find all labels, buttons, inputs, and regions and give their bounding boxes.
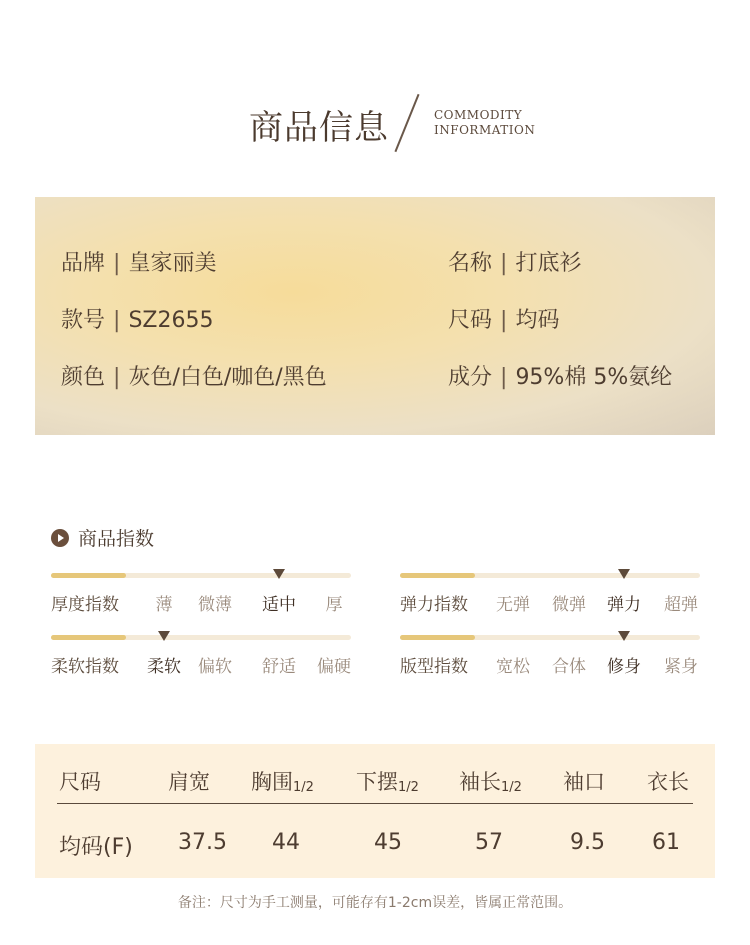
header-sub: 1/2 <box>293 780 314 795</box>
index-title-text: 商品指数 <box>78 528 155 550</box>
table-cell-shoulder: 37.5 <box>178 830 227 855</box>
page-title-english <box>434 108 535 138</box>
header-text: 胸围 <box>251 770 293 794</box>
table-header-chest <box>251 766 314 796</box>
info-separator: | <box>500 308 508 333</box>
meter-option: 宽松 <box>496 657 530 677</box>
meter-option: 偏软 <box>198 657 232 677</box>
meter-softness <box>51 631 351 677</box>
table-header-cuff <box>563 766 605 796</box>
meter-fill <box>400 573 475 578</box>
table-header-sleeve <box>459 766 522 796</box>
meter-option: 无弹 <box>496 595 530 615</box>
meter-option: 偏硬 <box>317 657 351 677</box>
header-text: 衣长 <box>647 770 689 794</box>
info-color <box>61 360 327 391</box>
meter-option: 舒适 <box>262 657 296 677</box>
info-name <box>448 246 581 277</box>
info-separator: | <box>113 308 121 333</box>
meter-elasticity <box>400 569 700 615</box>
size-table <box>35 744 715 878</box>
info-label: 品牌 <box>61 251 106 276</box>
title-en-line1: COMMODITY <box>434 108 523 122</box>
meter-marker-icon <box>618 569 630 579</box>
header-text: 尺码 <box>59 770 101 794</box>
meter-thickness <box>51 569 351 615</box>
page-title: 商品信息 <box>249 108 389 148</box>
play-icon <box>51 529 69 547</box>
meter-option: 修身 <box>607 657 641 677</box>
table-header-shoulder <box>168 766 210 796</box>
index-section-title <box>51 524 154 550</box>
meter-label: 柔软指数 <box>51 657 119 677</box>
info-value: 打底衫 <box>515 251 582 276</box>
table-cell-size: 均码(F) <box>59 835 133 860</box>
meter-option: 合体 <box>552 657 586 677</box>
table-cell-sleeve: 57 <box>475 830 503 855</box>
info-separator: | <box>500 251 508 276</box>
meter-fit <box>400 631 700 677</box>
meter-fill <box>400 635 475 640</box>
header-text: 肩宽 <box>168 770 210 794</box>
table-cell-chest: 44 <box>272 830 300 855</box>
title-divider <box>394 94 419 152</box>
meter-option: 微弹 <box>552 595 586 615</box>
info-label: 款号 <box>61 308 106 333</box>
info-label: 名称 <box>448 251 493 276</box>
table-divider <box>57 803 693 804</box>
meter-label: 厚度指数 <box>51 595 119 615</box>
header-text: 袖长 <box>459 770 501 794</box>
meter-option: 微薄 <box>198 595 232 615</box>
header-sub: 1/2 <box>398 780 419 795</box>
info-label: 颜色 <box>61 365 106 390</box>
meter-option: 薄 <box>155 595 173 615</box>
table-header-size <box>59 766 101 796</box>
header-sub: 1/2 <box>501 780 522 795</box>
meter-option: 紧身 <box>664 657 698 677</box>
info-separator: | <box>500 365 508 390</box>
meter-option: 柔软 <box>147 657 181 677</box>
meter-label: 版型指数 <box>400 657 468 677</box>
meter-marker-icon <box>158 631 170 641</box>
product-info-panel <box>35 197 715 435</box>
info-label: 成分 <box>448 365 493 390</box>
header-text: 袖口 <box>563 770 605 794</box>
meter-marker-icon <box>618 631 630 641</box>
info-value: 95%棉 5%氨纶 <box>515 365 673 390</box>
meter-label: 弹力指数 <box>400 595 468 615</box>
meter-option: 弹力 <box>607 595 641 615</box>
info-style-no <box>61 303 213 334</box>
section-header <box>0 92 750 156</box>
meter-option: 适中 <box>262 595 296 615</box>
info-value: 灰色/白色/咖色/黑色 <box>128 365 327 390</box>
measurement-note: 备注：尺寸为手工测量，可能存有1-2cm误差，皆属正常范围。 <box>177 895 573 911</box>
table-cell-hem: 45 <box>374 830 402 855</box>
table-cell-cuff: 9.5 <box>570 830 605 855</box>
meter-marker-icon <box>273 569 285 579</box>
table-header-hem <box>356 766 419 796</box>
meter-option: 超弹 <box>664 595 698 615</box>
info-size <box>448 303 559 334</box>
info-value: 皇家丽美 <box>128 251 217 276</box>
meter-option: 厚 <box>325 595 343 615</box>
info-material <box>448 360 672 391</box>
info-label: 尺码 <box>448 308 493 333</box>
info-brand <box>61 246 216 277</box>
table-header-length <box>647 766 689 796</box>
info-value: SZ2655 <box>128 308 214 333</box>
table-cell-length: 61 <box>652 830 680 855</box>
header-text: 下摆 <box>356 770 398 794</box>
info-separator: | <box>113 365 121 390</box>
info-separator: | <box>113 251 121 276</box>
meter-fill <box>51 635 126 640</box>
info-value: 均码 <box>515 308 560 333</box>
title-en-line2: INFORMATION <box>434 123 536 137</box>
meter-fill <box>51 573 126 578</box>
